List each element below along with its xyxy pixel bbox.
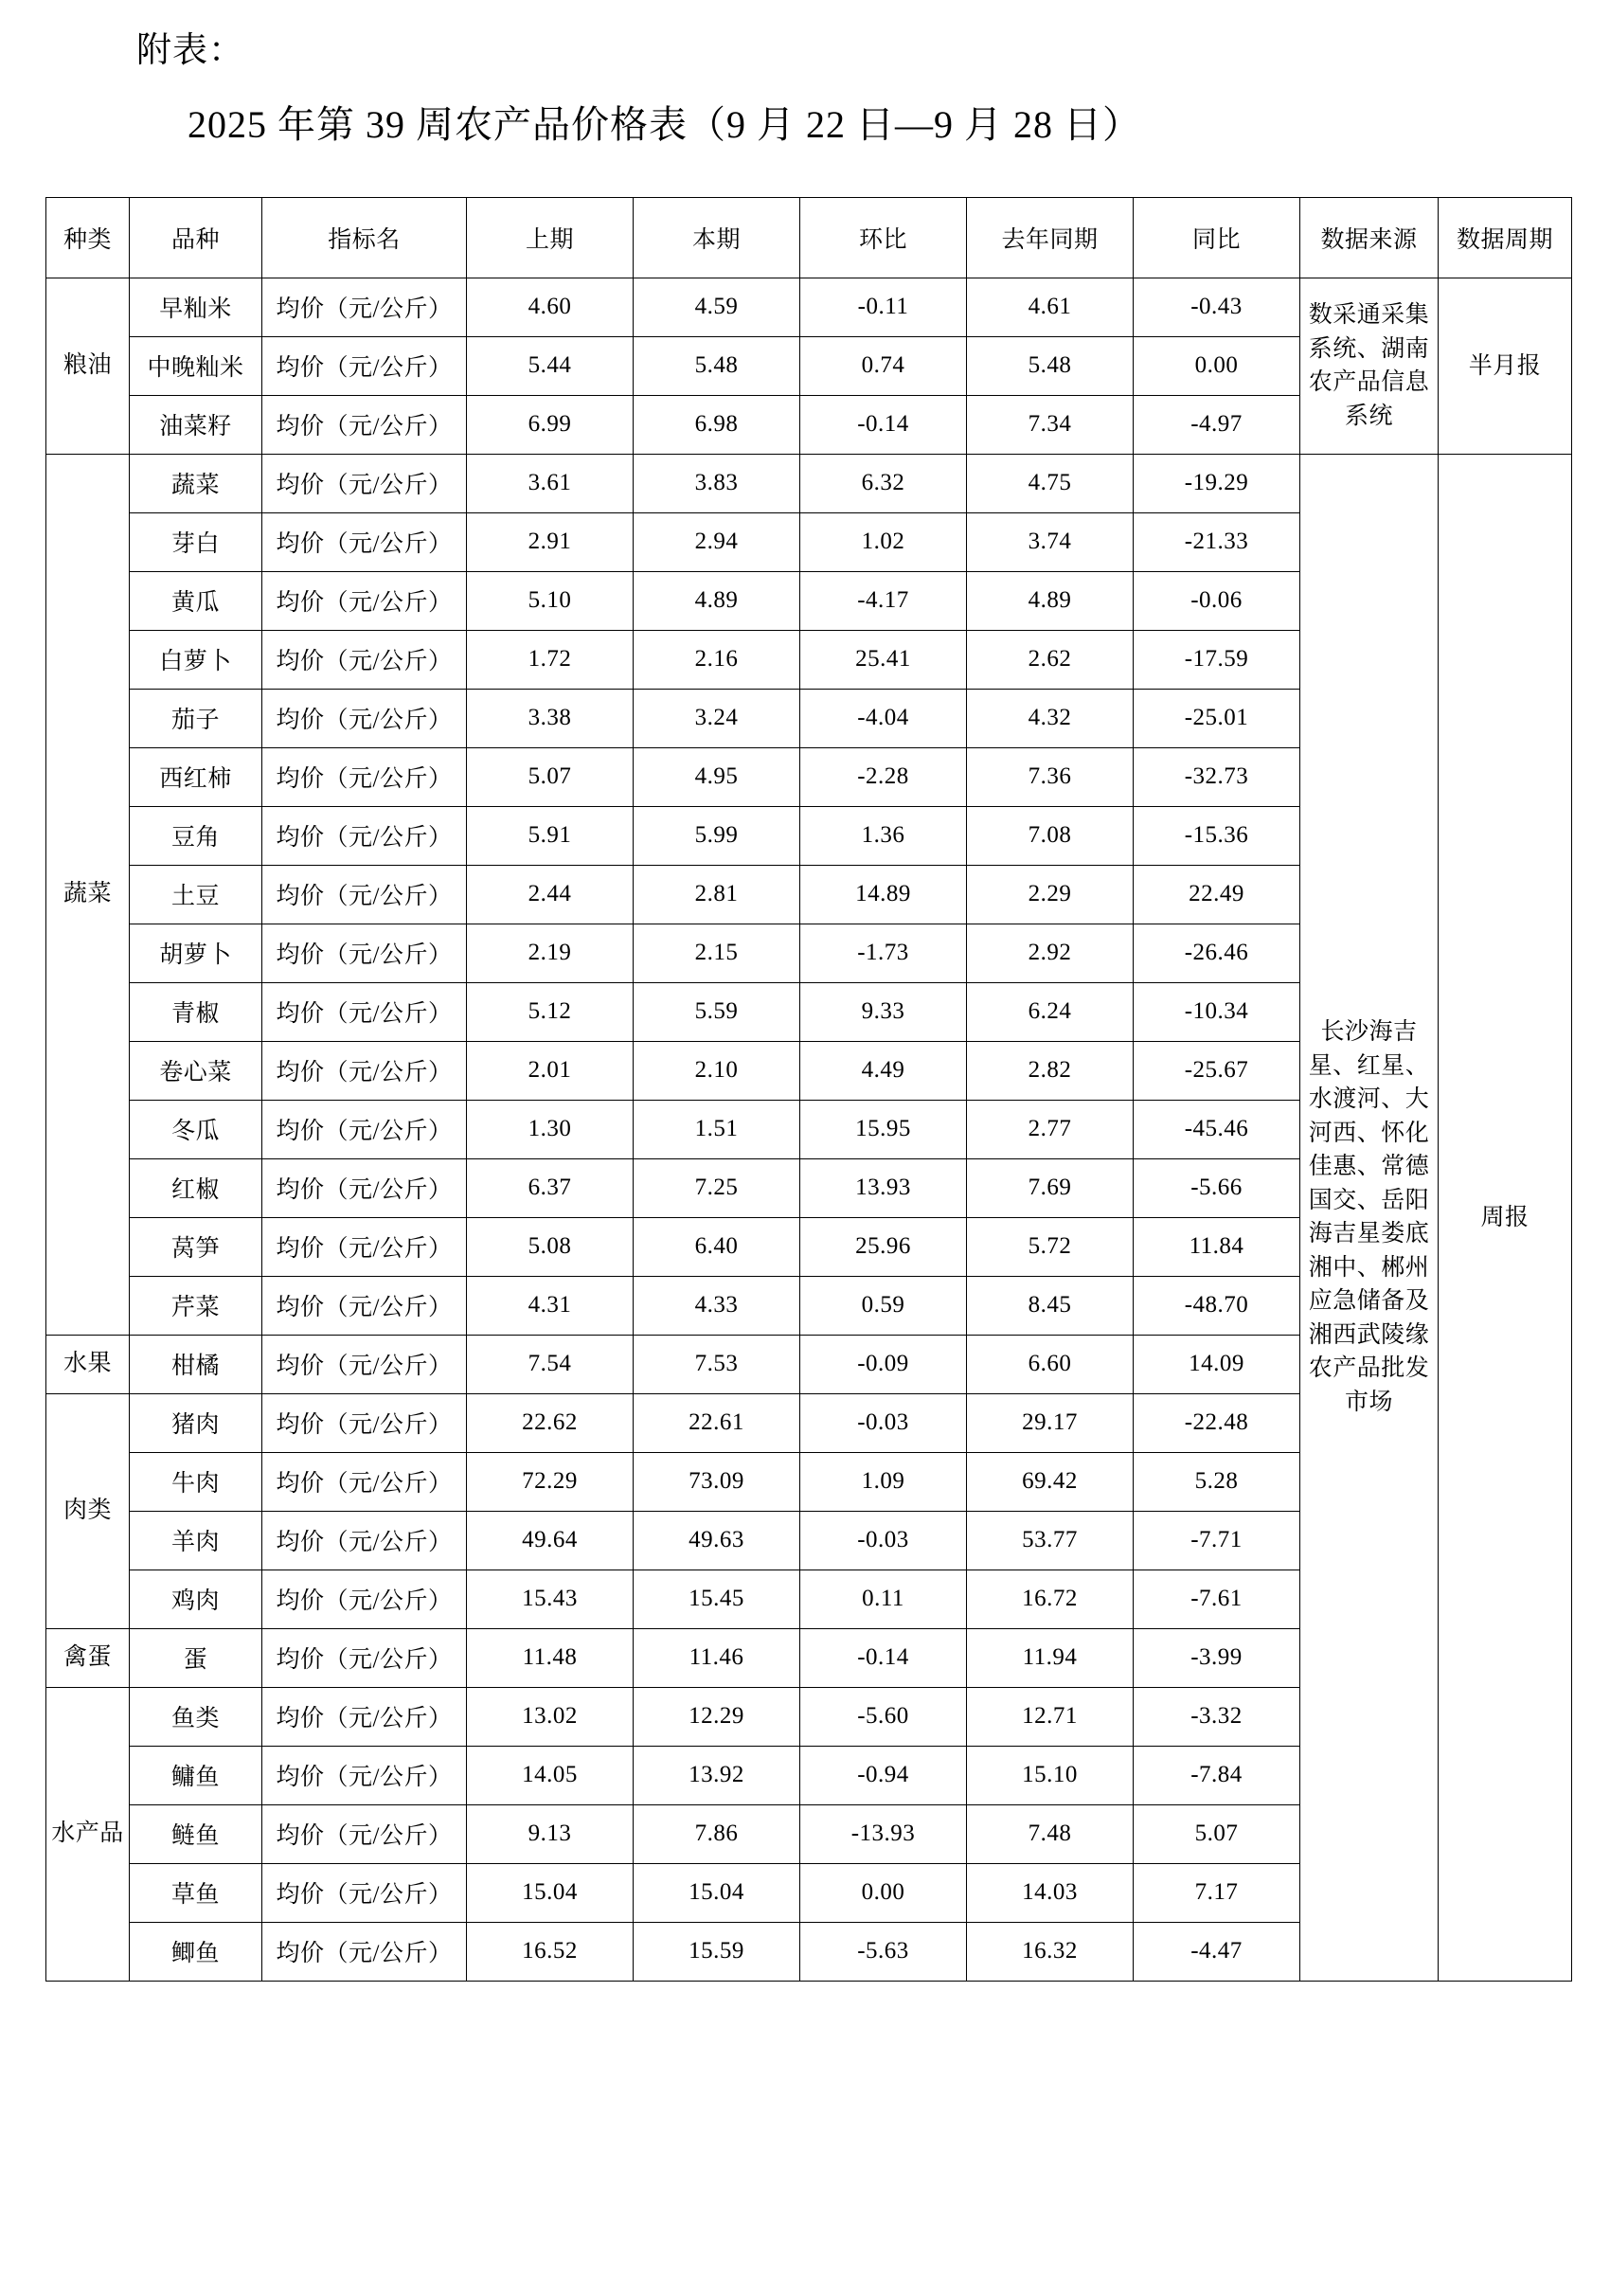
cell-same-period-last-year: 3.74: [967, 512, 1134, 571]
cell-variety: 豆角: [130, 806, 262, 865]
cell-previous-period: 5.12: [467, 982, 634, 1041]
cell-month-over-month: 1.36: [800, 806, 967, 865]
cell-index-name: 均价（元/公斤）: [262, 454, 467, 512]
cell-previous-period: 4.31: [467, 1276, 634, 1335]
cell-year-over-year: -45.46: [1134, 1100, 1300, 1158]
cell-data-source: 数采通采集系统、湖南农产品信息系统: [1300, 278, 1439, 454]
cell-same-period-last-year: 2.29: [967, 865, 1134, 924]
cell-previous-period: 1.30: [467, 1100, 634, 1158]
cell-current-period: 22.61: [634, 1393, 800, 1452]
cell-variety: 蛋: [130, 1628, 262, 1687]
cell-year-over-year: 0.00: [1134, 336, 1300, 395]
cell-index-name: 均价（元/公斤）: [262, 1746, 467, 1804]
cell-kind: 粮油: [46, 278, 130, 454]
cell-year-over-year: -26.46: [1134, 924, 1300, 982]
cell-same-period-last-year: 2.77: [967, 1100, 1134, 1158]
cell-previous-period: 14.05: [467, 1746, 634, 1804]
cell-variety: 芽白: [130, 512, 262, 571]
cell-current-period: 7.86: [634, 1804, 800, 1863]
cell-year-over-year: -0.43: [1134, 278, 1300, 336]
price-table: [45, 197, 1572, 1982]
cell-year-over-year: -19.29: [1134, 454, 1300, 512]
cell-previous-period: 5.44: [467, 336, 634, 395]
cell-index-name: 均价（元/公斤）: [262, 395, 467, 454]
cell-year-over-year: -10.34: [1134, 982, 1300, 1041]
cell-month-over-month: 9.33: [800, 982, 967, 1041]
cell-current-period: 7.53: [634, 1335, 800, 1393]
cell-index-name: 均价（元/公斤）: [262, 1041, 467, 1100]
cell-month-over-month: 0.00: [800, 1863, 967, 1922]
cell-index-name: 均价（元/公斤）: [262, 1687, 467, 1746]
cell-previous-period: 5.07: [467, 747, 634, 806]
cell-previous-period: 15.04: [467, 1863, 634, 1922]
cell-index-name: 均价（元/公斤）: [262, 1158, 467, 1217]
cell-variety: 黄瓜: [130, 571, 262, 630]
cell-previous-period: 15.43: [467, 1570, 634, 1628]
cell-variety: 青椒: [130, 982, 262, 1041]
cell-same-period-last-year: 11.94: [967, 1628, 1134, 1687]
cell-variety: 鱼类: [130, 1687, 262, 1746]
cell-same-period-last-year: 2.92: [967, 924, 1134, 982]
cell-year-over-year: -7.61: [1134, 1570, 1300, 1628]
cell-month-over-month: 4.49: [800, 1041, 967, 1100]
cell-previous-period: 2.44: [467, 865, 634, 924]
cell-variety: 冬瓜: [130, 1100, 262, 1158]
cell-variety: 草鱼: [130, 1863, 262, 1922]
cell-same-period-last-year: 4.61: [967, 278, 1134, 336]
cell-same-period-last-year: 15.10: [967, 1746, 1134, 1804]
th-data-source: 数据来源: [1300, 197, 1439, 278]
cell-month-over-month: -0.94: [800, 1746, 967, 1804]
cell-index-name: 均价（元/公斤）: [262, 1863, 467, 1922]
cell-current-period: 3.24: [634, 689, 800, 747]
cell-month-over-month: -4.17: [800, 571, 967, 630]
cell-month-over-month: -13.93: [800, 1804, 967, 1863]
cell-current-period: 1.51: [634, 1100, 800, 1158]
cell-year-over-year: -15.36: [1134, 806, 1300, 865]
cell-previous-period: 7.54: [467, 1335, 634, 1393]
cell-previous-period: 13.02: [467, 1687, 634, 1746]
cell-index-name: 均价（元/公斤）: [262, 1100, 467, 1158]
cell-year-over-year: -5.66: [1134, 1158, 1300, 1217]
cell-current-period: 6.98: [634, 395, 800, 454]
cell-year-over-year: 5.28: [1134, 1452, 1300, 1511]
cell-current-period: 2.94: [634, 512, 800, 571]
cell-same-period-last-year: 5.72: [967, 1217, 1134, 1276]
cell-index-name: 均价（元/公斤）: [262, 630, 467, 689]
cell-current-period: 15.45: [634, 1570, 800, 1628]
cell-month-over-month: -5.63: [800, 1922, 967, 1981]
cell-same-period-last-year: 16.72: [967, 1570, 1134, 1628]
cell-index-name: 均价（元/公斤）: [262, 512, 467, 571]
cell-previous-period: 5.91: [467, 806, 634, 865]
cell-index-name: 均价（元/公斤）: [262, 336, 467, 395]
cell-same-period-last-year: 7.36: [967, 747, 1134, 806]
page-title: 2025 年第 39 周农产品价格表（9 月 22 日—9 月 28 日）: [188, 102, 1141, 146]
th-month-over-month: 环比: [800, 197, 967, 278]
cell-current-period: 6.40: [634, 1217, 800, 1276]
cell-index-name: 均价（元/公斤）: [262, 1335, 467, 1393]
cell-index-name: 均价（元/公斤）: [262, 982, 467, 1041]
cell-current-period: 5.59: [634, 982, 800, 1041]
cell-previous-period: 9.13: [467, 1804, 634, 1863]
cell-index-name: 均价（元/公斤）: [262, 1511, 467, 1570]
cell-year-over-year: -17.59: [1134, 630, 1300, 689]
table-header-row: [46, 197, 1572, 278]
cell-variety: 早籼米: [130, 278, 262, 336]
cell-variety: 牛肉: [130, 1452, 262, 1511]
cell-current-period: 4.33: [634, 1276, 800, 1335]
cell-year-over-year: -0.06: [1134, 571, 1300, 630]
cell-month-over-month: -0.03: [800, 1393, 967, 1452]
cell-variety: 羊肉: [130, 1511, 262, 1570]
cell-current-period: 5.99: [634, 806, 800, 865]
cell-current-period: 2.16: [634, 630, 800, 689]
cell-index-name: 均价（元/公斤）: [262, 1452, 467, 1511]
table-row: [46, 278, 1572, 336]
cell-year-over-year: -25.01: [1134, 689, 1300, 747]
cell-variety: 鲫鱼: [130, 1922, 262, 1981]
cell-month-over-month: -0.11: [800, 278, 967, 336]
cell-month-over-month: 0.59: [800, 1276, 967, 1335]
table-header: [46, 197, 1572, 278]
th-current-period: 本期: [634, 197, 800, 278]
th-index-name: 指标名: [262, 197, 467, 278]
cell-month-over-month: 25.96: [800, 1217, 967, 1276]
cell-month-over-month: -1.73: [800, 924, 967, 982]
cell-kind: 蔬菜: [46, 454, 130, 1335]
cell-previous-period: 16.52: [467, 1922, 634, 1981]
cell-previous-period: 6.37: [467, 1158, 634, 1217]
cell-kind: 禽蛋: [46, 1628, 130, 1687]
cell-previous-period: 4.60: [467, 278, 634, 336]
cell-variety: 莴笋: [130, 1217, 262, 1276]
th-data-period: 数据周期: [1439, 197, 1572, 278]
cell-year-over-year: -25.67: [1134, 1041, 1300, 1100]
cell-month-over-month: -0.14: [800, 395, 967, 454]
cell-same-period-last-year: 7.34: [967, 395, 1134, 454]
cell-previous-period: 49.64: [467, 1511, 634, 1570]
th-same-period-last-year: 去年同期: [967, 197, 1134, 278]
cell-same-period-last-year: 29.17: [967, 1393, 1134, 1452]
cell-index-name: 均价（元/公斤）: [262, 806, 467, 865]
table-row: [46, 454, 1572, 512]
cell-same-period-last-year: 2.82: [967, 1041, 1134, 1100]
cell-previous-period: 5.08: [467, 1217, 634, 1276]
cell-previous-period: 5.10: [467, 571, 634, 630]
cell-year-over-year: 5.07: [1134, 1804, 1300, 1863]
cell-year-over-year: -21.33: [1134, 512, 1300, 571]
cell-year-over-year: -3.99: [1134, 1628, 1300, 1687]
cell-previous-period: 22.62: [467, 1393, 634, 1452]
table-body: [46, 278, 1572, 1981]
cell-year-over-year: 14.09: [1134, 1335, 1300, 1393]
cell-index-name: 均价（元/公斤）: [262, 278, 467, 336]
cell-variety: 鳙鱼: [130, 1746, 262, 1804]
cell-month-over-month: -0.03: [800, 1511, 967, 1570]
cell-year-over-year: -32.73: [1134, 747, 1300, 806]
cell-variety: 西红柿: [130, 747, 262, 806]
cell-index-name: 均价（元/公斤）: [262, 924, 467, 982]
cell-month-over-month: 15.95: [800, 1100, 967, 1158]
cell-same-period-last-year: 16.32: [967, 1922, 1134, 1981]
cell-current-period: 15.59: [634, 1922, 800, 1981]
cell-index-name: 均价（元/公斤）: [262, 1217, 467, 1276]
cell-kind: 肉类: [46, 1393, 130, 1628]
cell-month-over-month: -5.60: [800, 1687, 967, 1746]
cell-year-over-year: -4.47: [1134, 1922, 1300, 1981]
cell-variety: 茄子: [130, 689, 262, 747]
cell-variety: 柑橘: [130, 1335, 262, 1393]
cell-current-period: 2.10: [634, 1041, 800, 1100]
cell-variety: 猪肉: [130, 1393, 262, 1452]
cell-variety: 中晚籼米: [130, 336, 262, 395]
cell-index-name: 均价（元/公斤）: [262, 1570, 467, 1628]
attachment-label: 附表：: [136, 31, 244, 70]
cell-variety: 土豆: [130, 865, 262, 924]
cell-index-name: 均价（元/公斤）: [262, 1393, 467, 1452]
cell-year-over-year: -22.48: [1134, 1393, 1300, 1452]
cell-index-name: 均价（元/公斤）: [262, 1922, 467, 1981]
cell-data-period: 半月报: [1439, 278, 1572, 454]
cell-month-over-month: -0.09: [800, 1335, 967, 1393]
cell-previous-period: 1.72: [467, 630, 634, 689]
cell-month-over-month: 1.02: [800, 512, 967, 571]
cell-variety: 油菜籽: [130, 395, 262, 454]
th-year-over-year: 同比: [1134, 197, 1300, 278]
cell-same-period-last-year: 7.48: [967, 1804, 1134, 1863]
cell-previous-period: 11.48: [467, 1628, 634, 1687]
cell-month-over-month: 1.09: [800, 1452, 967, 1511]
cell-same-period-last-year: 8.45: [967, 1276, 1134, 1335]
cell-year-over-year: 11.84: [1134, 1217, 1300, 1276]
cell-previous-period: 2.19: [467, 924, 634, 982]
cell-current-period: 15.04: [634, 1863, 800, 1922]
cell-variety: 鸡肉: [130, 1570, 262, 1628]
th-kind: 种类: [46, 197, 130, 278]
cell-previous-period: 6.99: [467, 395, 634, 454]
th-previous-period: 上期: [467, 197, 634, 278]
cell-previous-period: 2.91: [467, 512, 634, 571]
cell-year-over-year: -3.32: [1134, 1687, 1300, 1746]
cell-current-period: 2.81: [634, 865, 800, 924]
cell-month-over-month: -2.28: [800, 747, 967, 806]
cell-current-period: 5.48: [634, 336, 800, 395]
cell-month-over-month: 0.74: [800, 336, 967, 395]
cell-year-over-year: -48.70: [1134, 1276, 1300, 1335]
cell-current-period: 4.59: [634, 278, 800, 336]
cell-variety: 红椒: [130, 1158, 262, 1217]
cell-data-period: 周报: [1439, 454, 1572, 1981]
cell-year-over-year: -7.71: [1134, 1511, 1300, 1570]
cell-index-name: 均价（元/公斤）: [262, 689, 467, 747]
cell-previous-period: 72.29: [467, 1452, 634, 1511]
cell-year-over-year: 22.49: [1134, 865, 1300, 924]
th-variety: 品种: [130, 197, 262, 278]
cell-current-period: 13.92: [634, 1746, 800, 1804]
cell-current-period: 7.25: [634, 1158, 800, 1217]
cell-index-name: 均价（元/公斤）: [262, 865, 467, 924]
cell-variety: 卷心菜: [130, 1041, 262, 1100]
cell-month-over-month: 0.11: [800, 1570, 967, 1628]
cell-data-source: 长沙海吉星、红星、水渡河、大河西、怀化佳惠、常德国交、岳阳海吉星娄底湘中、郴州应急储备及湘西武陵缘农产品批发市场: [1300, 454, 1439, 1981]
cell-same-period-last-year: 7.69: [967, 1158, 1134, 1217]
cell-kind: 水产品: [46, 1687, 130, 1981]
cell-index-name: 均价（元/公斤）: [262, 1804, 467, 1863]
cell-year-over-year: -7.84: [1134, 1746, 1300, 1804]
cell-same-period-last-year: 7.08: [967, 806, 1134, 865]
cell-index-name: 均价（元/公斤）: [262, 1276, 467, 1335]
cell-same-period-last-year: 12.71: [967, 1687, 1134, 1746]
cell-month-over-month: 14.89: [800, 865, 967, 924]
cell-index-name: 均价（元/公斤）: [262, 571, 467, 630]
cell-previous-period: 3.61: [467, 454, 634, 512]
cell-current-period: 3.83: [634, 454, 800, 512]
cell-variety: 鲢鱼: [130, 1804, 262, 1863]
cell-current-period: 12.29: [634, 1687, 800, 1746]
cell-previous-period: 3.38: [467, 689, 634, 747]
cell-previous-period: 2.01: [467, 1041, 634, 1100]
cell-same-period-last-year: 2.62: [967, 630, 1134, 689]
cell-variety: 胡萝卜: [130, 924, 262, 982]
cell-same-period-last-year: 5.48: [967, 336, 1134, 395]
cell-month-over-month: 6.32: [800, 454, 967, 512]
cell-index-name: 均价（元/公斤）: [262, 1628, 467, 1687]
cell-month-over-month: 25.41: [800, 630, 967, 689]
cell-same-period-last-year: 6.60: [967, 1335, 1134, 1393]
cell-current-period: 49.63: [634, 1511, 800, 1570]
cell-same-period-last-year: 6.24: [967, 982, 1134, 1041]
cell-current-period: 73.09: [634, 1452, 800, 1511]
cell-variety: 蔬菜: [130, 454, 262, 512]
cell-current-period: 4.95: [634, 747, 800, 806]
cell-same-period-last-year: 53.77: [967, 1511, 1134, 1570]
price-table-wrapper: [45, 197, 1565, 1982]
cell-month-over-month: -0.14: [800, 1628, 967, 1687]
cell-year-over-year: -4.97: [1134, 395, 1300, 454]
cell-same-period-last-year: 69.42: [967, 1452, 1134, 1511]
cell-variety: 白萝卜: [130, 630, 262, 689]
cell-current-period: 4.89: [634, 571, 800, 630]
cell-same-period-last-year: 4.89: [967, 571, 1134, 630]
cell-same-period-last-year: 4.75: [967, 454, 1134, 512]
cell-month-over-month: 13.93: [800, 1158, 967, 1217]
cell-kind: 水果: [46, 1335, 130, 1393]
cell-month-over-month: -4.04: [800, 689, 967, 747]
cell-same-period-last-year: 4.32: [967, 689, 1134, 747]
cell-same-period-last-year: 14.03: [967, 1863, 1134, 1922]
cell-current-period: 2.15: [634, 924, 800, 982]
cell-year-over-year: 7.17: [1134, 1863, 1300, 1922]
cell-index-name: 均价（元/公斤）: [262, 747, 467, 806]
cell-current-period: 11.46: [634, 1628, 800, 1687]
cell-variety: 芹菜: [130, 1276, 262, 1335]
